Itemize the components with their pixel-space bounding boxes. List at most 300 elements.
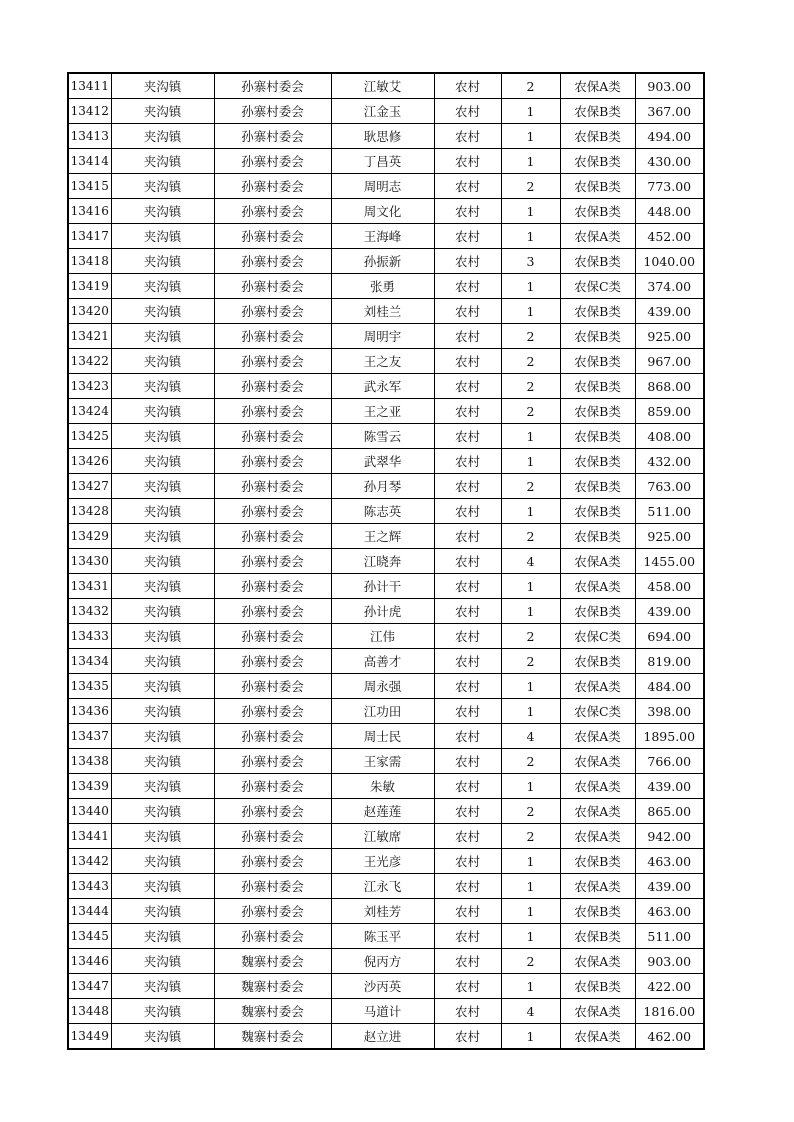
cell-town: 夹沟镇: [111, 124, 214, 149]
cell-category: 农保B类: [560, 499, 635, 524]
cell-id: 13423: [68, 374, 111, 399]
cell-category: 农保B类: [560, 324, 635, 349]
cell-id: 13443: [68, 874, 111, 899]
cell-area: 农村: [434, 199, 501, 224]
cell-count: 1: [501, 199, 560, 224]
cell-id: 13416: [68, 199, 111, 224]
cell-count: 2: [501, 524, 560, 549]
cell-amount: 439.00: [635, 599, 704, 624]
cell-area: 农村: [434, 649, 501, 674]
cell-amount: 819.00: [635, 649, 704, 674]
cell-amount: 374.00: [635, 274, 704, 299]
cell-id: 13437: [68, 724, 111, 749]
cell-village: 孙寨村委会: [214, 649, 331, 674]
cell-id: 13413: [68, 124, 111, 149]
cell-name: 马道计: [331, 999, 434, 1024]
cell-name: 江功田: [331, 699, 434, 724]
cell-count: 1: [501, 1024, 560, 1050]
cell-amount: 925.00: [635, 524, 704, 549]
cell-town: 夹沟镇: [111, 299, 214, 324]
cell-count: 1: [501, 574, 560, 599]
cell-category: 农保A类: [560, 999, 635, 1024]
cell-id: 13412: [68, 99, 111, 124]
table-row: [68, 324, 704, 349]
table-row: [68, 1024, 704, 1050]
cell-category: 农保B类: [560, 249, 635, 274]
cell-town: 夹沟镇: [111, 749, 214, 774]
cell-category: 农保B类: [560, 349, 635, 374]
cell-village: 孙寨村委会: [214, 474, 331, 499]
table-row: [68, 824, 704, 849]
cell-count: 3: [501, 249, 560, 274]
table-row: [68, 249, 704, 274]
cell-id: 13430: [68, 549, 111, 574]
cell-id: 13432: [68, 599, 111, 624]
cell-count: 2: [501, 649, 560, 674]
cell-id: 13435: [68, 674, 111, 699]
table-row: [68, 724, 704, 749]
cell-town: 夹沟镇: [111, 899, 214, 924]
table-row: [68, 774, 704, 799]
table-row: [68, 499, 704, 524]
cell-town: 夹沟镇: [111, 999, 214, 1024]
cell-id: 13441: [68, 824, 111, 849]
cell-name: 周文化: [331, 199, 434, 224]
cell-town: 夹沟镇: [111, 974, 214, 999]
cell-town: 夹沟镇: [111, 199, 214, 224]
table-row: [68, 799, 704, 824]
cell-id: 13420: [68, 299, 111, 324]
cell-name: 陈志英: [331, 499, 434, 524]
table-row: [68, 199, 704, 224]
cell-amount: 462.00: [635, 1024, 704, 1050]
cell-id: 13426: [68, 449, 111, 474]
cell-village: 孙寨村委会: [214, 824, 331, 849]
table-body: [68, 73, 704, 1049]
cell-id: 13414: [68, 149, 111, 174]
cell-village: 孙寨村委会: [214, 424, 331, 449]
table-row: [68, 549, 704, 574]
cell-name: 丁昌英: [331, 149, 434, 174]
cell-area: 农村: [434, 374, 501, 399]
cell-id: 13440: [68, 799, 111, 824]
cell-area: 农村: [434, 674, 501, 699]
table-row: [68, 849, 704, 874]
cell-town: 夹沟镇: [111, 574, 214, 599]
cell-area: 农村: [434, 924, 501, 949]
cell-town: 夹沟镇: [111, 849, 214, 874]
table-row: [68, 999, 704, 1024]
table-row: [68, 349, 704, 374]
cell-town: 夹沟镇: [111, 874, 214, 899]
cell-name: 孙月琴: [331, 474, 434, 499]
cell-id: 13436: [68, 699, 111, 724]
cell-count: 2: [501, 949, 560, 974]
cell-amount: 694.00: [635, 624, 704, 649]
cell-name: 江金玉: [331, 99, 434, 124]
cell-count: 4: [501, 724, 560, 749]
cell-count: 1: [501, 599, 560, 624]
cell-area: 农村: [434, 699, 501, 724]
cell-count: 2: [501, 749, 560, 774]
cell-town: 夹沟镇: [111, 524, 214, 549]
cell-id: 13422: [68, 349, 111, 374]
cell-amount: 868.00: [635, 374, 704, 399]
cell-village: 孙寨村委会: [214, 574, 331, 599]
cell-name: 周士民: [331, 724, 434, 749]
cell-category: 农保B类: [560, 899, 635, 924]
table-row: [68, 649, 704, 674]
cell-area: 农村: [434, 899, 501, 924]
cell-category: 农保B类: [560, 849, 635, 874]
cell-amount: 967.00: [635, 349, 704, 374]
cell-amount: 942.00: [635, 824, 704, 849]
cell-id: 13419: [68, 274, 111, 299]
table-row: [68, 524, 704, 549]
table-row: [68, 624, 704, 649]
cell-village: 孙寨村委会: [214, 874, 331, 899]
cell-village: 孙寨村委会: [214, 724, 331, 749]
cell-count: 2: [501, 349, 560, 374]
cell-town: 夹沟镇: [111, 249, 214, 274]
cell-town: 夹沟镇: [111, 424, 214, 449]
cell-name: 王之亚: [331, 399, 434, 424]
cell-town: 夹沟镇: [111, 224, 214, 249]
cell-name: 刘桂兰: [331, 299, 434, 324]
cell-id: 13438: [68, 749, 111, 774]
cell-name: 朱敏: [331, 774, 434, 799]
table-row: [68, 949, 704, 974]
cell-id: 13418: [68, 249, 111, 274]
cell-count: 2: [501, 824, 560, 849]
cell-village: 孙寨村委会: [214, 149, 331, 174]
cell-town: 夹沟镇: [111, 149, 214, 174]
cell-name: 王海峰: [331, 224, 434, 249]
cell-id: 13445: [68, 924, 111, 949]
cell-amount: 511.00: [635, 499, 704, 524]
cell-category: 农保B类: [560, 199, 635, 224]
cell-count: 2: [501, 174, 560, 199]
cell-name: 江伟: [331, 624, 434, 649]
cell-category: 农保A类: [560, 874, 635, 899]
cell-count: 1: [501, 674, 560, 699]
table-row: [68, 124, 704, 149]
cell-town: 夹沟镇: [111, 99, 214, 124]
cell-village: 孙寨村委会: [214, 774, 331, 799]
cell-village: 孙寨村委会: [214, 924, 331, 949]
cell-category: 农保A类: [560, 674, 635, 699]
cell-village: 孙寨村委会: [214, 549, 331, 574]
cell-count: 2: [501, 324, 560, 349]
cell-village: 魏寨村委会: [214, 1024, 331, 1050]
cell-category: 农保C类: [560, 274, 635, 299]
cell-village: 孙寨村委会: [214, 73, 331, 99]
cell-name: 周明宇: [331, 324, 434, 349]
cell-village: 孙寨村委会: [214, 349, 331, 374]
cell-count: 1: [501, 274, 560, 299]
cell-name: 赵莲莲: [331, 799, 434, 824]
cell-name: 江敏艾: [331, 73, 434, 99]
cell-amount: 398.00: [635, 699, 704, 724]
cell-category: 农保A类: [560, 799, 635, 824]
cell-town: 夹沟镇: [111, 499, 214, 524]
cell-amount: 766.00: [635, 749, 704, 774]
cell-count: 1: [501, 224, 560, 249]
cell-count: 4: [501, 999, 560, 1024]
cell-area: 农村: [434, 324, 501, 349]
cell-amount: 925.00: [635, 324, 704, 349]
cell-village: 孙寨村委会: [214, 624, 331, 649]
cell-category: 农保B类: [560, 924, 635, 949]
cell-town: 夹沟镇: [111, 349, 214, 374]
table-row: [68, 424, 704, 449]
cell-category: 农保A类: [560, 824, 635, 849]
cell-village: 孙寨村委会: [214, 524, 331, 549]
cell-name: 赵立进: [331, 1024, 434, 1050]
cell-id: 13427: [68, 474, 111, 499]
cell-area: 农村: [434, 774, 501, 799]
cell-id: 13417: [68, 224, 111, 249]
cell-town: 夹沟镇: [111, 324, 214, 349]
cell-category: 农保A类: [560, 724, 635, 749]
cell-name: 江敏席: [331, 824, 434, 849]
cell-town: 夹沟镇: [111, 774, 214, 799]
cell-category: 农保B类: [560, 299, 635, 324]
cell-village: 孙寨村委会: [214, 499, 331, 524]
cell-town: 夹沟镇: [111, 474, 214, 499]
cell-amount: 1895.00: [635, 724, 704, 749]
cell-count: 2: [501, 399, 560, 424]
cell-amount: 859.00: [635, 399, 704, 424]
cell-name: 倪丙方: [331, 949, 434, 974]
cell-town: 夹沟镇: [111, 949, 214, 974]
cell-area: 农村: [434, 474, 501, 499]
cell-name: 江晓奔: [331, 549, 434, 574]
cell-amount: 511.00: [635, 924, 704, 949]
cell-village: 孙寨村委会: [214, 699, 331, 724]
cell-amount: 463.00: [635, 849, 704, 874]
cell-amount: 763.00: [635, 474, 704, 499]
cell-village: 魏寨村委会: [214, 949, 331, 974]
cell-name: 高善才: [331, 649, 434, 674]
cell-area: 农村: [434, 574, 501, 599]
cell-area: 农村: [434, 424, 501, 449]
cell-amount: 439.00: [635, 774, 704, 799]
cell-id: 13433: [68, 624, 111, 649]
cell-name: 王光彦: [331, 849, 434, 874]
cell-id: 13431: [68, 574, 111, 599]
cell-area: 农村: [434, 974, 501, 999]
cell-village: 孙寨村委会: [214, 174, 331, 199]
cell-count: 1: [501, 899, 560, 924]
cell-count: 1: [501, 149, 560, 174]
cell-count: 1: [501, 924, 560, 949]
cell-count: 1: [501, 99, 560, 124]
cell-amount: 458.00: [635, 574, 704, 599]
cell-id: 13428: [68, 499, 111, 524]
table-row: [68, 674, 704, 699]
cell-id: 13429: [68, 524, 111, 549]
cell-category: 农保B类: [560, 374, 635, 399]
table-row: [68, 149, 704, 174]
table-row: [68, 449, 704, 474]
cell-area: 农村: [434, 874, 501, 899]
table-row: [68, 299, 704, 324]
cell-amount: 773.00: [635, 174, 704, 199]
cell-category: 农保A类: [560, 1024, 635, 1050]
cell-id: 13449: [68, 1024, 111, 1050]
cell-id: 13446: [68, 949, 111, 974]
cell-town: 夹沟镇: [111, 174, 214, 199]
cell-area: 农村: [434, 249, 501, 274]
table-row: [68, 874, 704, 899]
table-row: [68, 374, 704, 399]
cell-town: 夹沟镇: [111, 824, 214, 849]
cell-id: 13442: [68, 849, 111, 874]
cell-area: 农村: [434, 824, 501, 849]
cell-name: 江永飞: [331, 874, 434, 899]
cell-village: 孙寨村委会: [214, 249, 331, 274]
cell-area: 农村: [434, 224, 501, 249]
cell-village: 孙寨村委会: [214, 299, 331, 324]
cell-town: 夹沟镇: [111, 549, 214, 574]
cell-count: 1: [501, 874, 560, 899]
cell-category: 农保C类: [560, 624, 635, 649]
cell-village: 孙寨村委会: [214, 749, 331, 774]
cell-village: 孙寨村委会: [214, 849, 331, 874]
cell-village: 孙寨村委会: [214, 674, 331, 699]
cell-amount: 448.00: [635, 199, 704, 224]
cell-name: 刘桂芳: [331, 899, 434, 924]
cell-amount: 367.00: [635, 99, 704, 124]
cell-amount: 903.00: [635, 73, 704, 99]
cell-count: 2: [501, 374, 560, 399]
cell-village: 魏寨村委会: [214, 974, 331, 999]
cell-id: 13434: [68, 649, 111, 674]
cell-village: 孙寨村委会: [214, 599, 331, 624]
cell-town: 夹沟镇: [111, 1024, 214, 1050]
cell-category: 农保A类: [560, 574, 635, 599]
table-row: [68, 73, 704, 99]
cell-area: 农村: [434, 449, 501, 474]
cell-area: 农村: [434, 724, 501, 749]
cell-town: 夹沟镇: [111, 924, 214, 949]
cell-count: 2: [501, 624, 560, 649]
cell-category: 农保B类: [560, 974, 635, 999]
cell-amount: 432.00: [635, 449, 704, 474]
cell-category: 农保B类: [560, 149, 635, 174]
cell-category: 农保B类: [560, 424, 635, 449]
cell-amount: 865.00: [635, 799, 704, 824]
cell-category: 农保B类: [560, 124, 635, 149]
cell-count: 2: [501, 474, 560, 499]
cell-area: 农村: [434, 524, 501, 549]
cell-area: 农村: [434, 274, 501, 299]
cell-category: 农保B类: [560, 524, 635, 549]
cell-name: 孙振新: [331, 249, 434, 274]
cell-village: 孙寨村委会: [214, 99, 331, 124]
table-row: [68, 224, 704, 249]
cell-category: 农保A类: [560, 749, 635, 774]
cell-town: 夹沟镇: [111, 724, 214, 749]
cell-amount: 408.00: [635, 424, 704, 449]
table-row: [68, 99, 704, 124]
cell-amount: 1816.00: [635, 999, 704, 1024]
cell-category: 农保A类: [560, 224, 635, 249]
cell-area: 农村: [434, 124, 501, 149]
cell-count: 1: [501, 124, 560, 149]
cell-area: 农村: [434, 399, 501, 424]
cell-name: 陈雪云: [331, 424, 434, 449]
cell-category: 农保B类: [560, 99, 635, 124]
cell-village: 孙寨村委会: [214, 274, 331, 299]
table-row: [68, 749, 704, 774]
cell-amount: 484.00: [635, 674, 704, 699]
subsidy-table: [67, 72, 705, 1050]
cell-village: 魏寨村委会: [214, 999, 331, 1024]
cell-area: 农村: [434, 149, 501, 174]
cell-id: 13421: [68, 324, 111, 349]
cell-count: 1: [501, 974, 560, 999]
cell-category: 农保B类: [560, 474, 635, 499]
cell-town: 夹沟镇: [111, 73, 214, 99]
cell-amount: 463.00: [635, 899, 704, 924]
table-row: [68, 699, 704, 724]
table-row: [68, 474, 704, 499]
cell-village: 孙寨村委会: [214, 449, 331, 474]
table-row: [68, 399, 704, 424]
cell-name: 武翠华: [331, 449, 434, 474]
table-row: [68, 574, 704, 599]
cell-count: 1: [501, 499, 560, 524]
cell-category: 农保B类: [560, 649, 635, 674]
cell-area: 农村: [434, 499, 501, 524]
cell-name: 王之辉: [331, 524, 434, 549]
cell-village: 孙寨村委会: [214, 124, 331, 149]
cell-village: 孙寨村委会: [214, 199, 331, 224]
cell-village: 孙寨村委会: [214, 399, 331, 424]
cell-name: 周永强: [331, 674, 434, 699]
cell-town: 夹沟镇: [111, 274, 214, 299]
cell-count: 1: [501, 299, 560, 324]
cell-area: 农村: [434, 799, 501, 824]
table-row: [68, 599, 704, 624]
cell-category: 农保A类: [560, 73, 635, 99]
cell-name: 孙计干: [331, 574, 434, 599]
cell-name: 陈玉平: [331, 924, 434, 949]
cell-category: 农保A类: [560, 774, 635, 799]
cell-name: 武永军: [331, 374, 434, 399]
cell-count: 1: [501, 849, 560, 874]
cell-area: 农村: [434, 349, 501, 374]
cell-category: 农保A类: [560, 949, 635, 974]
cell-count: 1: [501, 774, 560, 799]
cell-name: 孙计虎: [331, 599, 434, 624]
cell-id: 13425: [68, 424, 111, 449]
cell-id: 13439: [68, 774, 111, 799]
cell-id: 13448: [68, 999, 111, 1024]
cell-id: 13415: [68, 174, 111, 199]
cell-area: 农村: [434, 999, 501, 1024]
cell-count: 1: [501, 699, 560, 724]
cell-area: 农村: [434, 949, 501, 974]
table-row: [68, 274, 704, 299]
cell-town: 夹沟镇: [111, 399, 214, 424]
cell-village: 孙寨村委会: [214, 374, 331, 399]
cell-amount: 1040.00: [635, 249, 704, 274]
cell-category: 农保B类: [560, 449, 635, 474]
cell-amount: 430.00: [635, 149, 704, 174]
